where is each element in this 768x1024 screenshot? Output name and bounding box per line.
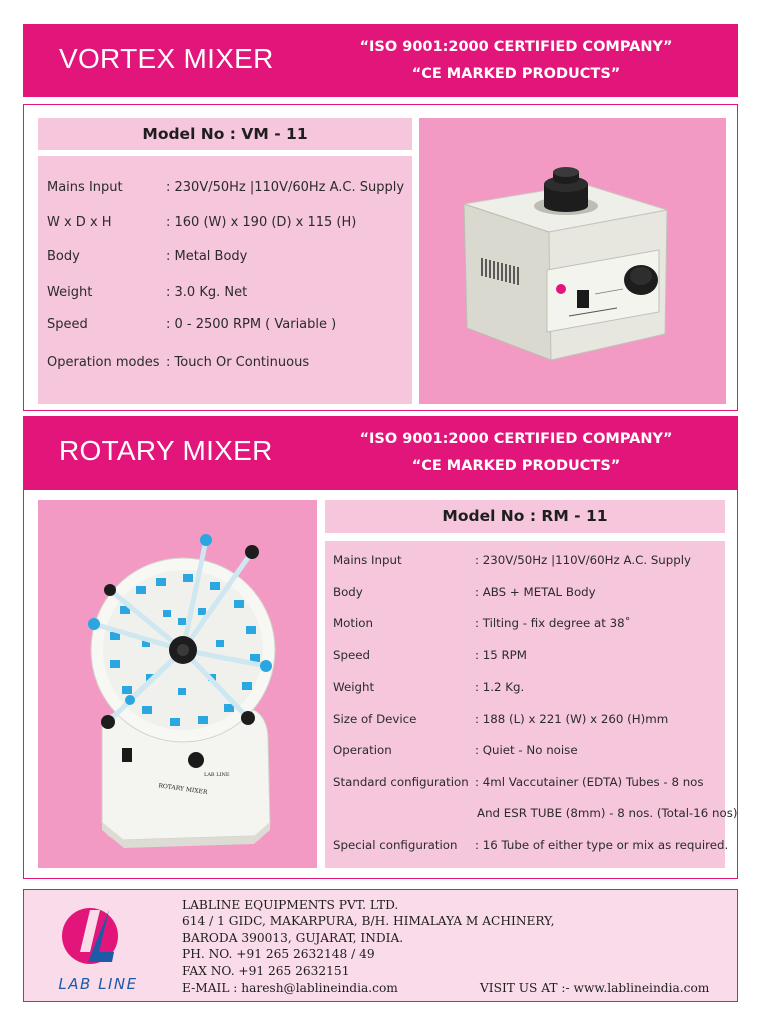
- rotary-cert-line-1: “ISO 9001:2000 CERTIFIED COMPANY”: [359, 431, 673, 447]
- rotary-spec-label: Motion: [333, 616, 373, 630]
- rotary-photo-panel: [38, 500, 317, 868]
- rotary-spec-value: : 4ml Vaccutainer (EDTA) Tubes - 8 nos: [475, 775, 704, 789]
- vortex-spec-label: Body: [47, 249, 80, 264]
- lab-line-logo: [54, 904, 144, 994]
- lab-line-logo-text: LAB LINE: [58, 975, 138, 993]
- rotary-device-brand: LAB LINE: [204, 772, 230, 778]
- vortex-banner-title: VORTEX MIXER: [59, 43, 274, 74]
- vortex-model-number: Model No : VM - 11: [38, 118, 412, 150]
- address-line-1: 614 / 1 GIDC, MAKARPURA, B/H. HIMALAYA M ACHINERY,: [182, 914, 555, 928]
- rotary-spec-label: Body: [333, 585, 363, 599]
- vortex-spec-label: Operation modes: [47, 355, 160, 370]
- rotary-spec-value: : 16 Tube of either type or mix as required.: [475, 838, 729, 852]
- rotary-spec-value: : Quiet - No noise: [475, 743, 578, 757]
- vortex-spec-label: W x D x H: [47, 215, 112, 230]
- vortex-spec-value: : 230V/50Hz |110V/60Hz A.C. Supply: [166, 180, 405, 195]
- rotary-spec-label: Speed: [333, 648, 370, 662]
- website-link[interactable]: VISIT US AT :- www.lablineindia.com: [480, 981, 710, 995]
- company-name: LABLINE EQUIPMENTS PVT. LTD.: [182, 898, 399, 912]
- phone-number: PH. NO. +91 265 2632148 / 49: [182, 947, 375, 961]
- rotary-banner: [23, 416, 738, 489]
- vortex-spec-value: : Metal Body: [166, 249, 248, 264]
- vortex-mixer-image: [419, 118, 726, 404]
- address-line-2: BARODA 390013, GUJARAT, INDIA.: [182, 931, 404, 945]
- rotary-spec-label: Operation: [333, 743, 392, 757]
- rotary-spec-value: : 1.2 Kg.: [475, 680, 525, 694]
- rotary-model-number: Model No : RM - 11: [325, 500, 725, 533]
- rotary-spec-value: : 188 (L) x 221 (W) x 260 (H)mm: [475, 712, 669, 726]
- rotary-banner-title: ROTARY MIXER: [59, 435, 273, 466]
- rotary-spec-value: : 15 RPM: [475, 648, 527, 662]
- rotary-spec-label: Special configuration: [333, 838, 458, 852]
- vortex-spec-value: : 3.0 Kg. Net: [166, 285, 248, 300]
- rotary-spec-label: Mains Input: [333, 553, 402, 567]
- lab-line-logo-icon: [54, 904, 144, 974]
- rotary-device-label: ROTARY MIXER: [157, 782, 208, 797]
- rotary-spec-value: : Tilting - fix degree at 38˚: [475, 616, 631, 630]
- rotary-spec-label: Weight: [333, 680, 375, 694]
- fax-number: FAX NO. +91 265 2632151: [182, 964, 350, 978]
- vortex-spec-label: Weight: [47, 285, 93, 300]
- vortex-spec-value: : 160 (W) x 190 (D) x 115 (H): [166, 215, 357, 230]
- vortex-spec-panel: [38, 156, 412, 404]
- vortex-spec-value: : Touch Or Continuous: [166, 355, 310, 370]
- rotary-mixer-image: [38, 500, 317, 868]
- vortex-banner: [23, 24, 738, 97]
- vortex-spec-value: : 0 - 2500 RPM ( Variable ): [166, 317, 337, 332]
- vortex-cert-line-1: “ISO 9001:2000 CERTIFIED COMPANY”: [359, 39, 673, 55]
- footer: [23, 889, 738, 1002]
- vortex-section: [23, 104, 738, 411]
- vortex-photo-panel: [419, 118, 726, 404]
- email-address[interactable]: E-MAIL : haresh@lablineindia.com: [182, 981, 398, 995]
- rotary-spec-value: : 230V/50Hz |110V/60Hz A.C. Supply: [475, 553, 692, 567]
- rotary-spec-panel: [325, 541, 738, 868]
- rotary-spec-value: And ESR TUBE (8mm) - 8 nos. (Total-16 nos): [477, 806, 738, 820]
- vortex-spec-label: Mains Input: [47, 180, 123, 195]
- rotary-spec-value: : ABS + METAL Body: [475, 585, 596, 599]
- rotary-spec-label: Size of Device: [333, 712, 417, 726]
- rotary-cert-line-2: “CE MARKED PRODUCTS”: [411, 458, 621, 474]
- rotary-spec-label: Standard configuration: [333, 775, 469, 789]
- vortex-cert-line-2: “CE MARKED PRODUCTS”: [411, 66, 621, 82]
- rotary-section: [23, 489, 738, 879]
- vortex-spec-label: Speed: [47, 317, 88, 332]
